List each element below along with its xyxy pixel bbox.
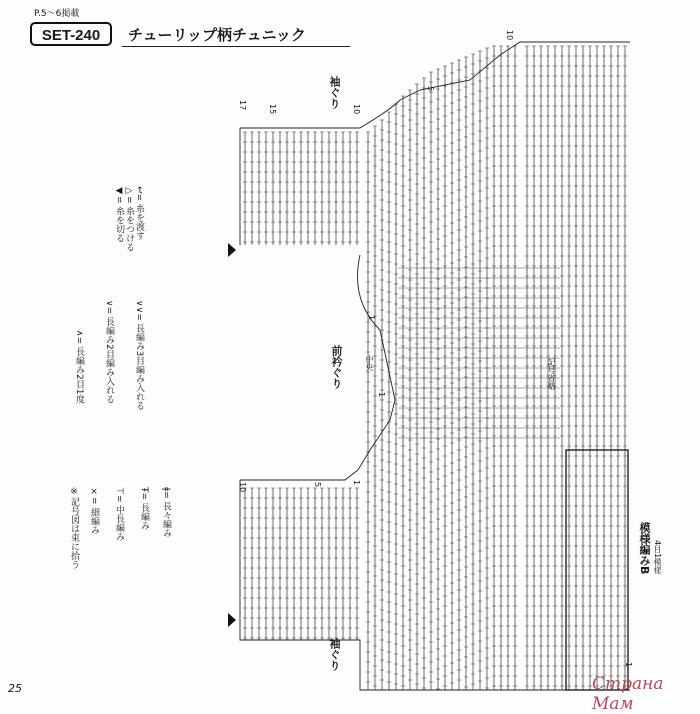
legend-half-double-crochet: ⊤= 中長編み [114, 487, 124, 542]
stitch-grid [243, 46, 627, 690]
legend-attach-thread: ▷= 糸をつける [124, 186, 134, 252]
legend-cut-thread: ◀= 糸を切る [114, 186, 124, 243]
page-reference: P.5～6掲載 [34, 9, 80, 19]
row-number: 5 [426, 86, 435, 92]
cut-thread-mark-top [228, 243, 236, 257]
legend-note: ※記号図は束に拾う [69, 487, 79, 569]
legend-single-crochet: ×= 細編み [89, 487, 99, 535]
legend-carry-thread: ↩= 糸を渡す [134, 186, 144, 240]
row-number: 5 [313, 482, 322, 488]
watermark: Страна Мам [592, 674, 664, 714]
legend-2dc-in-one: ∨= 長編み2目編み入れる [104, 300, 114, 404]
sleeve-label-bottom: 袖ぐり [328, 638, 341, 671]
legend-dc2tog: ∧= 長編み2目1度 [74, 330, 84, 404]
page-number: 25 [8, 682, 22, 695]
legend-treble-crochet: ǂ= 長々編み [161, 487, 171, 538]
row-number: 1 [367, 315, 376, 321]
legend-double-crochet: Ŧ= 長編み [139, 487, 149, 530]
row-number: 1 [352, 480, 361, 486]
center-label: 中央 [365, 355, 374, 371]
row-number: 15 [268, 104, 277, 115]
sleeve-label-top: 袖ぐり [328, 76, 341, 109]
legend-3dc-in-one: ∨∨= 長編み3目編み入れる [134, 300, 144, 411]
row-number: 1 [377, 392, 386, 398]
pattern-repeat-label: 4目1模様 [653, 540, 662, 575]
front-neck-label: 前衿ぐり [330, 345, 343, 389]
row-number: 17 [238, 100, 247, 111]
row-number: 10 [238, 482, 247, 493]
row-number: 10 [352, 104, 361, 115]
pattern-title: チューリップ柄チュニック [128, 26, 306, 44]
chart-outline [240, 42, 630, 690]
set-code-badge: SET-240 [30, 22, 112, 46]
row-number: 10 [505, 30, 514, 41]
chart-ref-label: 記号省略 [547, 358, 556, 390]
pattern-b-label: 模様編みB [638, 522, 651, 575]
row-number: 1 [624, 662, 633, 668]
cut-thread-mark-bottom [228, 613, 236, 627]
